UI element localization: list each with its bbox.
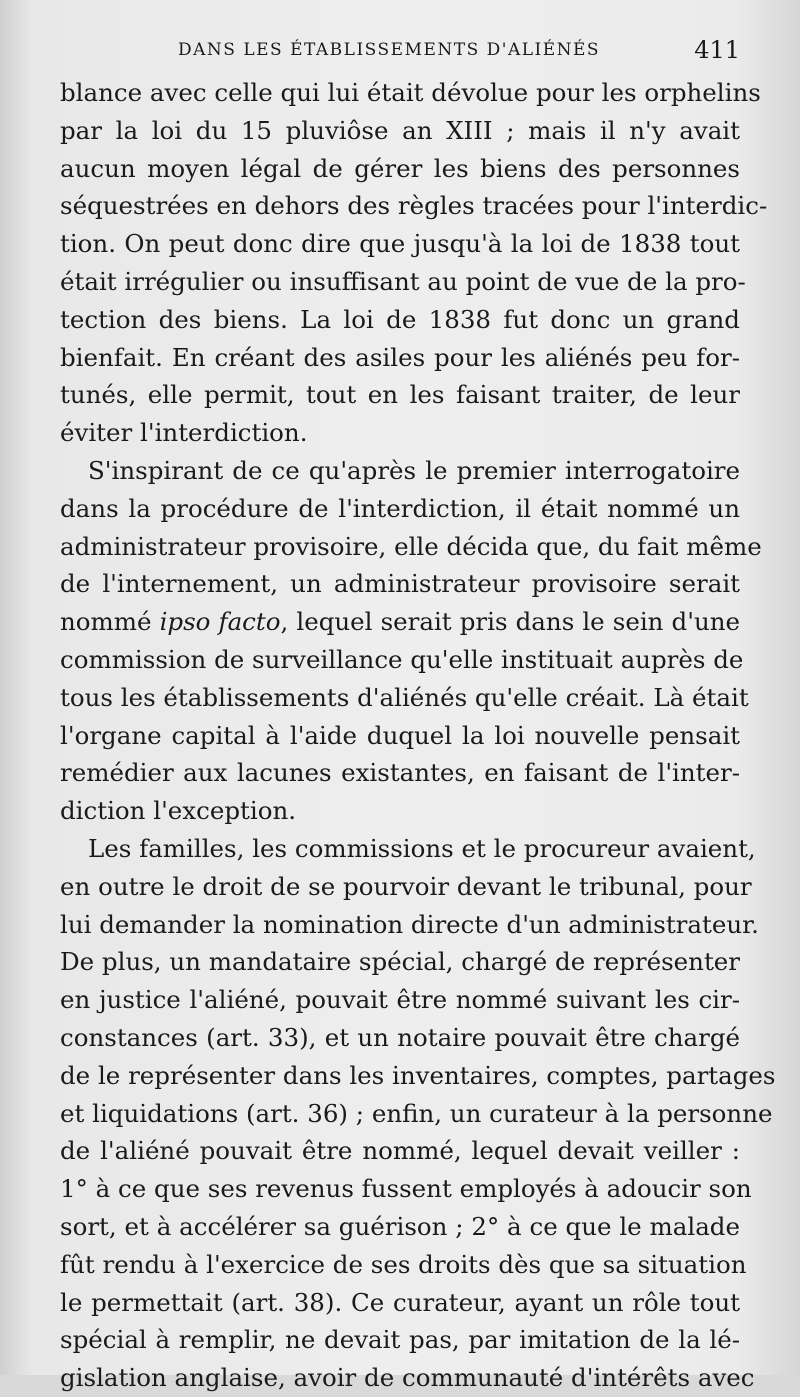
text-line: administrateur provisoire, elle décida que, du fait même	[60, 531, 762, 561]
text-line: sort, et à accélérer sa guérison ; 2° à ce que le malade	[60, 1211, 740, 1241]
text-line: diction l'exception.	[60, 796, 297, 826]
text-line: en outre le droit de se pourvoir devant le tribunal, pour	[60, 871, 752, 901]
text-line: aucun moyen légal de gérer les biens des personnes	[60, 153, 740, 183]
text-line: blance avec celle qui lui était dévolue pour les orphelins	[60, 78, 761, 107]
text-line: dans la procédure de l'interdiction, il était nommé un	[60, 493, 740, 523]
text-line: séquestrées en dehors des règles tracées pour l'interdic-	[60, 191, 768, 221]
italic-phrase: ipso facto	[159, 607, 281, 637]
paragraph-start-line: Les familles, les commissions et le procureur avaient,	[88, 833, 756, 863]
text-line: tunés, elle permit, tout en les faisant traiter, de leur	[60, 380, 740, 410]
text-line: tection des biens. La loi de 1838 fut donc un grand	[60, 304, 740, 334]
text-line: de l'internement, un administrateur provisoire serait	[60, 569, 740, 599]
body-text	[60, 74, 776, 1397]
text-segment: , lequel serait pris dans le sein d'une	[280, 607, 741, 637]
text-line: le permettait (art. 38). Ce curateur, ayant un rôle tout	[60, 1287, 740, 1317]
text-segment: nommé	[60, 607, 160, 637]
text-line: commission de surveillance qu'elle instituait auprès de	[60, 644, 744, 674]
text-line: de le représenter dans les inventaires, comptes, partages	[60, 1060, 776, 1090]
text-line: par la loi du 15 pluviôse an XIII ; mais il n'y avait	[60, 115, 740, 145]
text-line: 1° à ce que ses revenus fussent employés à adoucir son	[60, 1174, 752, 1204]
text-line: et liquidations (art. 36) ; enfin, un curateur à la personne	[60, 1098, 773, 1128]
text-line: tion. On peut donc dire que jusqu'à la loi de 1838 tout	[60, 229, 740, 259]
text-line	[60, 603, 740, 641]
text-line: éviter l'interdiction.	[60, 418, 308, 448]
running-head: DANS LES ÉTABLISSEMENTS D'ALIÉNÉS	[178, 40, 601, 60]
text-line: en justice l'aliéné, pouvait être nommé suivant les cir-	[60, 985, 740, 1015]
page-number: 411	[694, 36, 740, 64]
text-line: gislation anglaise, avoir de communauté d'intérêts avec	[60, 1363, 755, 1393]
text-line: de l'aliéné pouvait être nommé, lequel devait veiller :	[60, 1136, 740, 1166]
text-line: était irrégulier ou insuffisant au point de vue de la pro-	[60, 266, 746, 296]
page-header	[60, 30, 740, 70]
text-line: De plus, un mandataire spécial, chargé de représenter	[60, 947, 741, 977]
text-line: fût rendu à l'exercice de ses droits dès que sa situation	[60, 1249, 747, 1279]
text-line: lui demander la nomination directe d'un administrateur.	[60, 909, 759, 939]
text-line: spécial à remplir, ne devait pas, par imitation de la lé-	[60, 1325, 740, 1355]
text-line: constances (art. 33), et un notaire pouvait être chargé	[60, 1022, 740, 1052]
text-line: remédier aux lacunes existantes, en faisant de l'inter-	[60, 758, 740, 788]
text-line: l'organe capital à l'aide duquel la loi nouvelle pensait	[60, 720, 740, 750]
text-line: tous les établissements d'aliénés qu'elle créait. Là était	[60, 682, 749, 712]
paragraph-start-line: S'inspirant de ce qu'après le premier interrogatoire	[88, 455, 740, 485]
text-line: bienfait. En créant des asiles pour les aliénés peu for-	[60, 342, 740, 372]
